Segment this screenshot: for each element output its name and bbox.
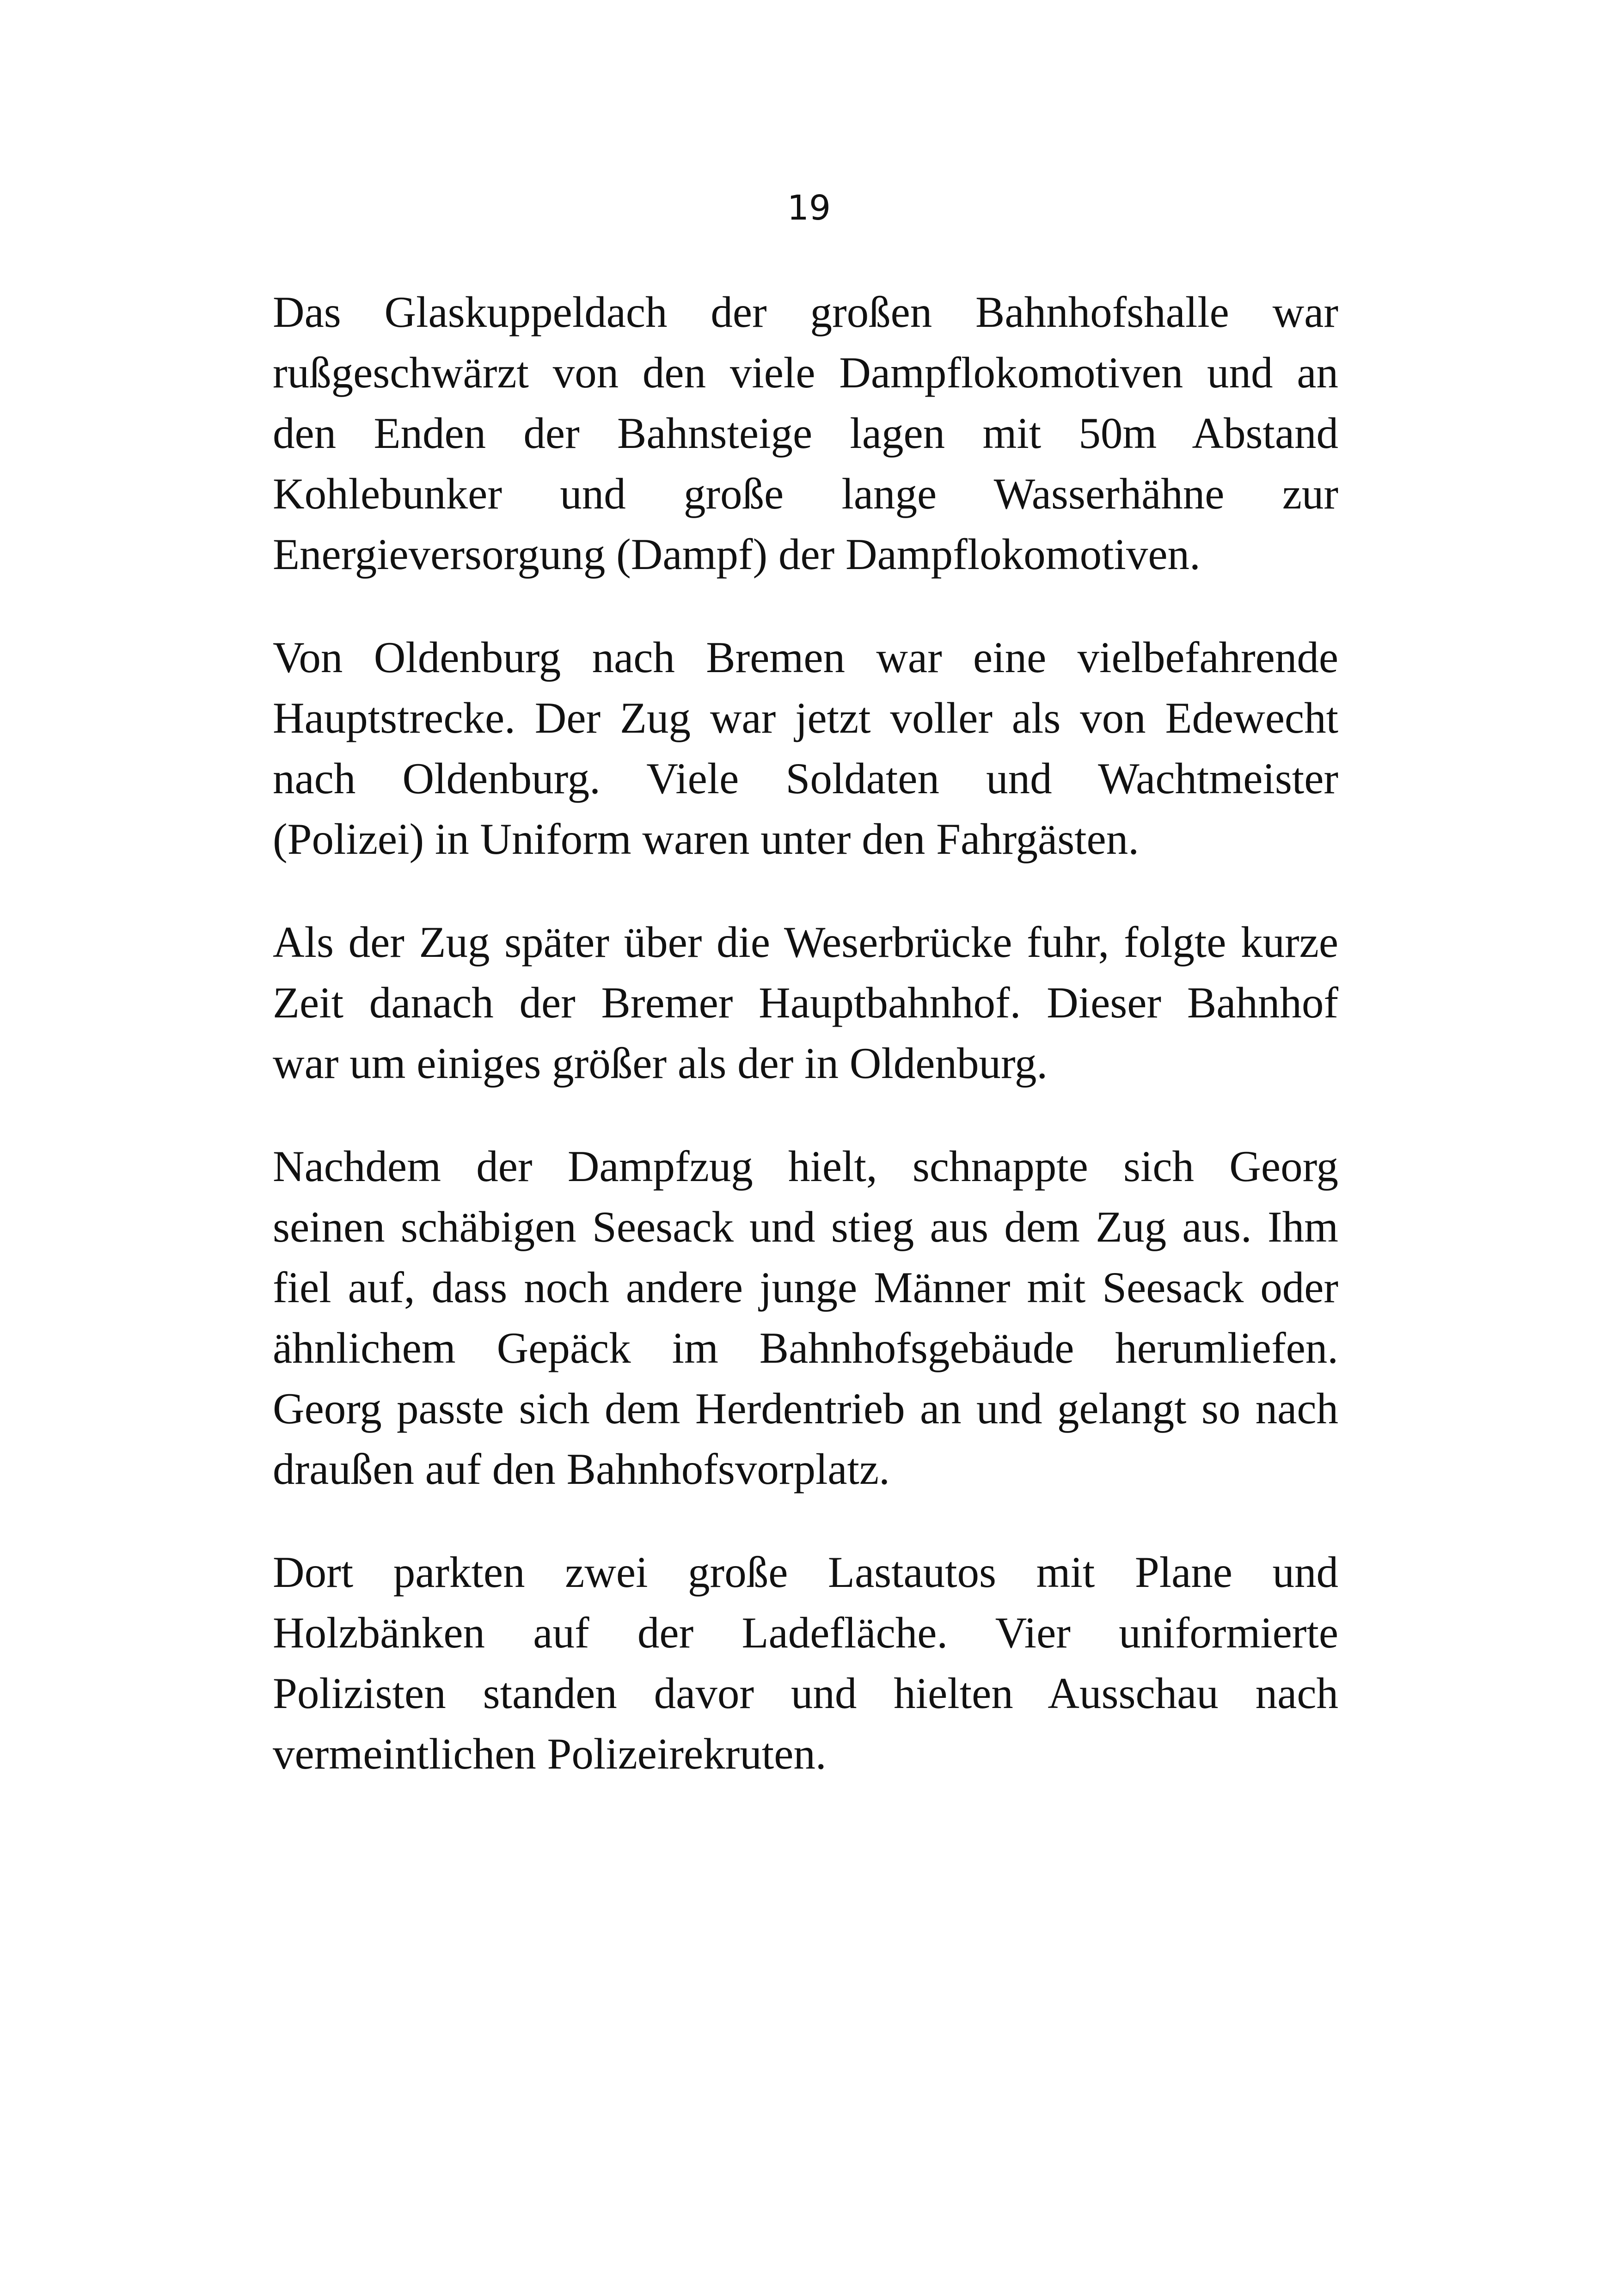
text-line: fiel auf, dass noch andere junge Männer mit Seesack oder bbox=[273, 1263, 1338, 1312]
body-text bbox=[273, 282, 1338, 1827]
paragraph-1 bbox=[273, 282, 1338, 585]
text-line: Nachdem der Dampfzug hielt, schnappte sich Georg bbox=[273, 1142, 1338, 1191]
text-line: Georg passte sich dem Herdentrieb an und gelangt so nach bbox=[273, 1384, 1338, 1433]
text-line: draußen auf den Bahnhofsvorplatz. bbox=[273, 1445, 890, 1494]
text-line: vermeintlichen Polizeirekruten. bbox=[273, 1729, 827, 1778]
text-line: war um einiges größer als der in Oldenburg. bbox=[273, 1039, 1048, 1088]
paragraph-4 bbox=[273, 1136, 1338, 1500]
text-line: nach Oldenburg. Viele Soldaten und Wachtmeister bbox=[273, 754, 1338, 803]
paragraph-3 bbox=[273, 912, 1338, 1094]
text-line: Energieversorgung (Dampf) der Dampflokomotiven. bbox=[273, 530, 1201, 579]
text-line: Zeit danach der Bremer Hauptbahnhof. Dieser Bahnhof bbox=[273, 978, 1338, 1027]
text-line: Das Glaskuppeldach der großen Bahnhofshalle war bbox=[273, 288, 1338, 337]
text-line: Kohlebunker und große lange Wasserhähne zur bbox=[273, 469, 1338, 518]
text-line: (Polizei) in Uniform waren unter den Fahrgästen. bbox=[273, 814, 1139, 863]
text-line: Polizisten standen davor und hielten Ausschau nach bbox=[273, 1669, 1338, 1718]
text-line: Hauptstrecke. Der Zug war jetzt voller als von Edewecht bbox=[273, 693, 1338, 742]
text-line: Dort parkten zwei große Lastautos mit Plane und bbox=[273, 1548, 1338, 1597]
paragraph-5 bbox=[273, 1542, 1338, 1784]
text-line: Von Oldenburg nach Bremen war eine vielbefahrende bbox=[273, 633, 1338, 682]
text-line: seinen schäbigen Seesack und stieg aus dem Zug aus. Ihm bbox=[273, 1202, 1338, 1251]
text-line: Holzbänken auf der Ladefläche. Vier uniformierte bbox=[273, 1608, 1338, 1657]
text-line: rußgeschwärzt von den viele Dampflokomotiven und an bbox=[273, 348, 1338, 397]
text-line: Als der Zug später über die Weserbrücke fuhr, folgte kurze bbox=[273, 918, 1338, 967]
page-number: 19 bbox=[787, 188, 831, 228]
text-line: ähnlichem Gepäck im Bahnhofsgebäude herumliefen. bbox=[273, 1323, 1338, 1372]
paragraph-2 bbox=[273, 627, 1338, 869]
text-line: den Enden der Bahnsteige lagen mit 50m Abstand bbox=[273, 409, 1338, 458]
